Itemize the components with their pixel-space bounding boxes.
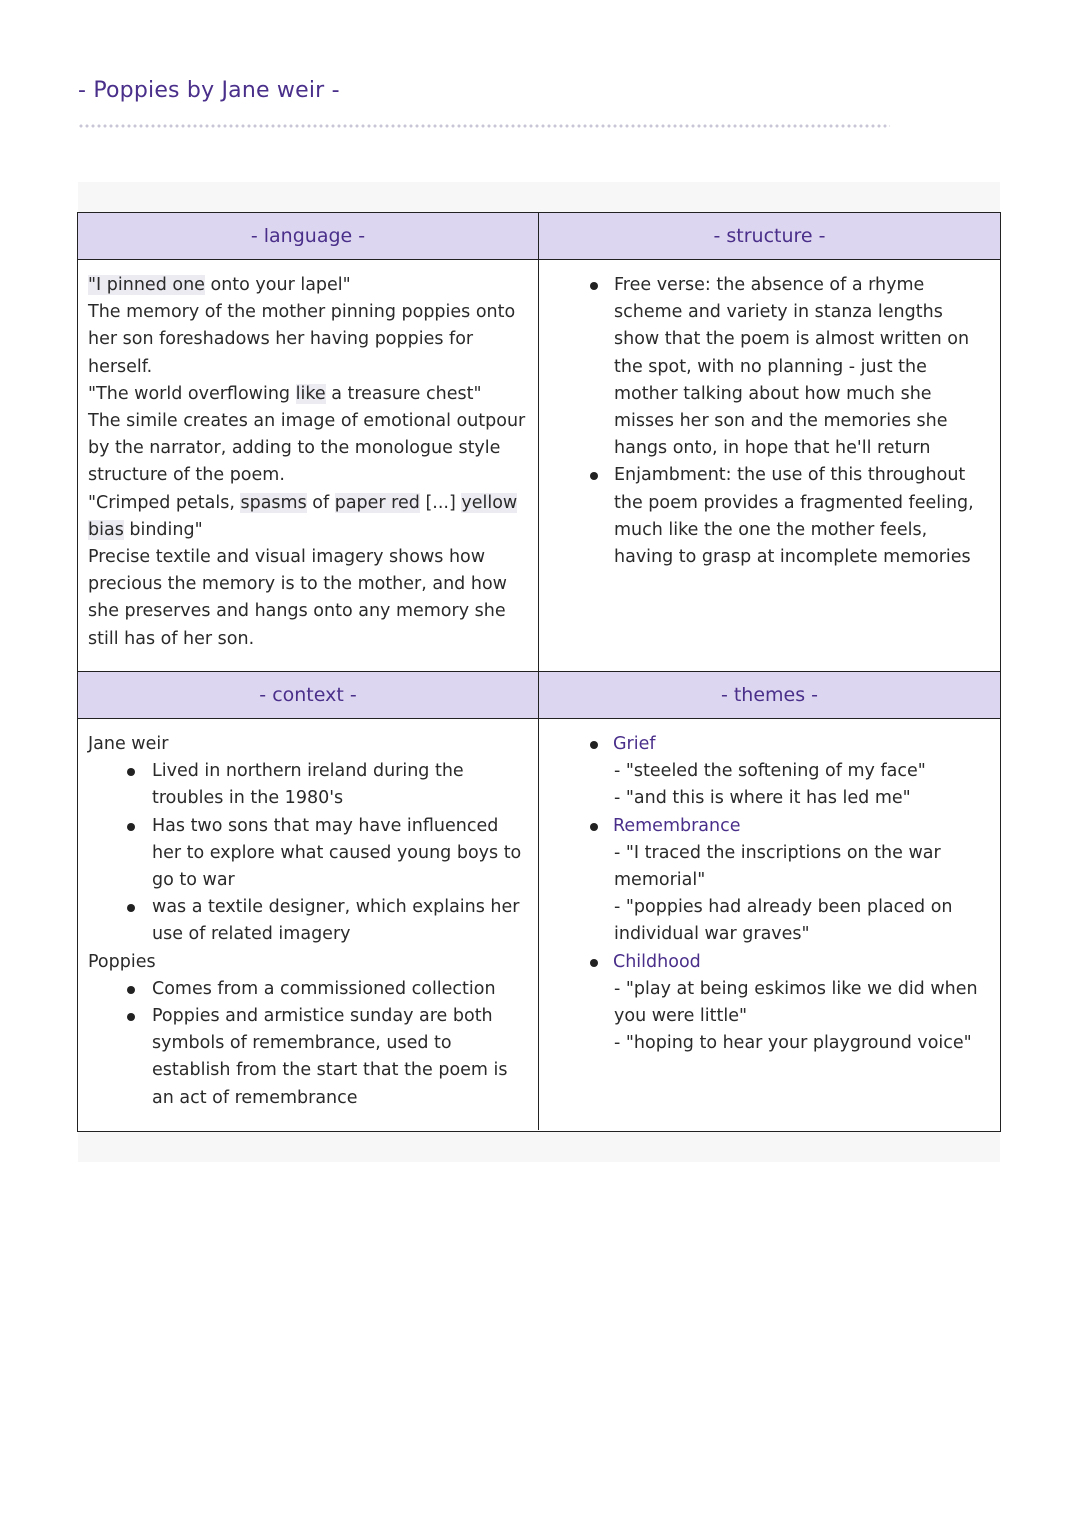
language-quote-1: "I pinned one onto your lapel": [88, 275, 351, 295]
context-point: Comes from a commissioned collection: [88, 976, 528, 1003]
theme-remembrance: Remembrance: [549, 813, 990, 840]
themes-header: - themes -: [539, 672, 1000, 719]
theme-quote: - "poppies had already been placed on individual war graves": [614, 897, 953, 945]
themes-list: [549, 949, 990, 976]
structure-cell: [539, 260, 1000, 672]
theme-childhood: Childhood: [549, 949, 990, 976]
context-point: Has two sons that may have influenced her to explore what caused young boys to go to war: [88, 813, 528, 895]
notes-table: [77, 212, 1001, 1132]
language-cell: [78, 260, 539, 672]
page-title: - Poppies by Jane weir -: [78, 78, 340, 103]
theme-quote: - "play at being eskimos like we did when you were little": [614, 978, 978, 1027]
language-analysis-2: The simile creates an image of emotional outpour by the narrator, adding to the monologue style structure of the poem.: [88, 411, 526, 486]
structure-point: Enjambment: the use of this throughout the poem provides a fragmented feeling, much like the one the mother feels, having to grasp at incomplete memories: [549, 462, 990, 571]
theme-quote: - "steeled the softening of my face": [614, 761, 926, 782]
theme-quote: - "and this is where it has led me": [614, 788, 911, 809]
themes-list: [549, 813, 990, 840]
context-point: Lived in northern ireland during the troubles in the 1980's: [88, 758, 528, 812]
title-underline: [78, 123, 890, 129]
structure-list: [549, 272, 990, 571]
language-quote-3: "Crimped petals, spasms of paper red [...] yellow bias binding": [88, 492, 518, 540]
themes-cell: [539, 719, 1000, 1130]
context-list-poppies: [88, 976, 528, 1112]
context-list-jane-weir: [88, 758, 528, 948]
context-cell: [78, 719, 539, 1130]
theme-quote: - "I traced the inscriptions on the war memorial": [614, 842, 941, 891]
top-shade-band: [78, 182, 1000, 212]
structure-header: - structure -: [539, 213, 1000, 260]
context-heading-poppies: Poppies: [88, 951, 156, 972]
themes-list: [549, 731, 990, 758]
context-point: Poppies and armistice sunday are both symbols of remembrance, used to establish from the start that the poem is an act of remembrance: [88, 1003, 528, 1112]
language-quote-2: "The world overflowing like a treasure chest": [88, 383, 482, 404]
context-header: - context -: [78, 672, 539, 719]
language-analysis-3: Precise textile and visual imagery shows how precious the memory is to the mother, and how she preserves and hangs onto any memory she still has of her son.: [88, 547, 507, 649]
theme-quote: - "hoping to hear your playground voice": [614, 1033, 972, 1054]
language-header: - language -: [78, 213, 539, 260]
structure-point: Free verse: the absence of a rhyme scheme and variety in stanza lengths show that the poem is almost written on the spot, with no planning - just the mother talking about how much she misses her son and the memories she hangs onto, in hope that he'll return: [549, 272, 990, 462]
context-point: was a textile designer, which explains her use of related imagery: [88, 894, 528, 948]
bottom-shade-band: [78, 1132, 1000, 1162]
theme-grief: Grief: [549, 731, 990, 758]
language-analysis-1: The memory of the mother pinning poppies onto her son foreshadows her having poppies for herself.: [88, 302, 516, 377]
context-heading-jane-weir: Jane weir: [88, 734, 169, 754]
